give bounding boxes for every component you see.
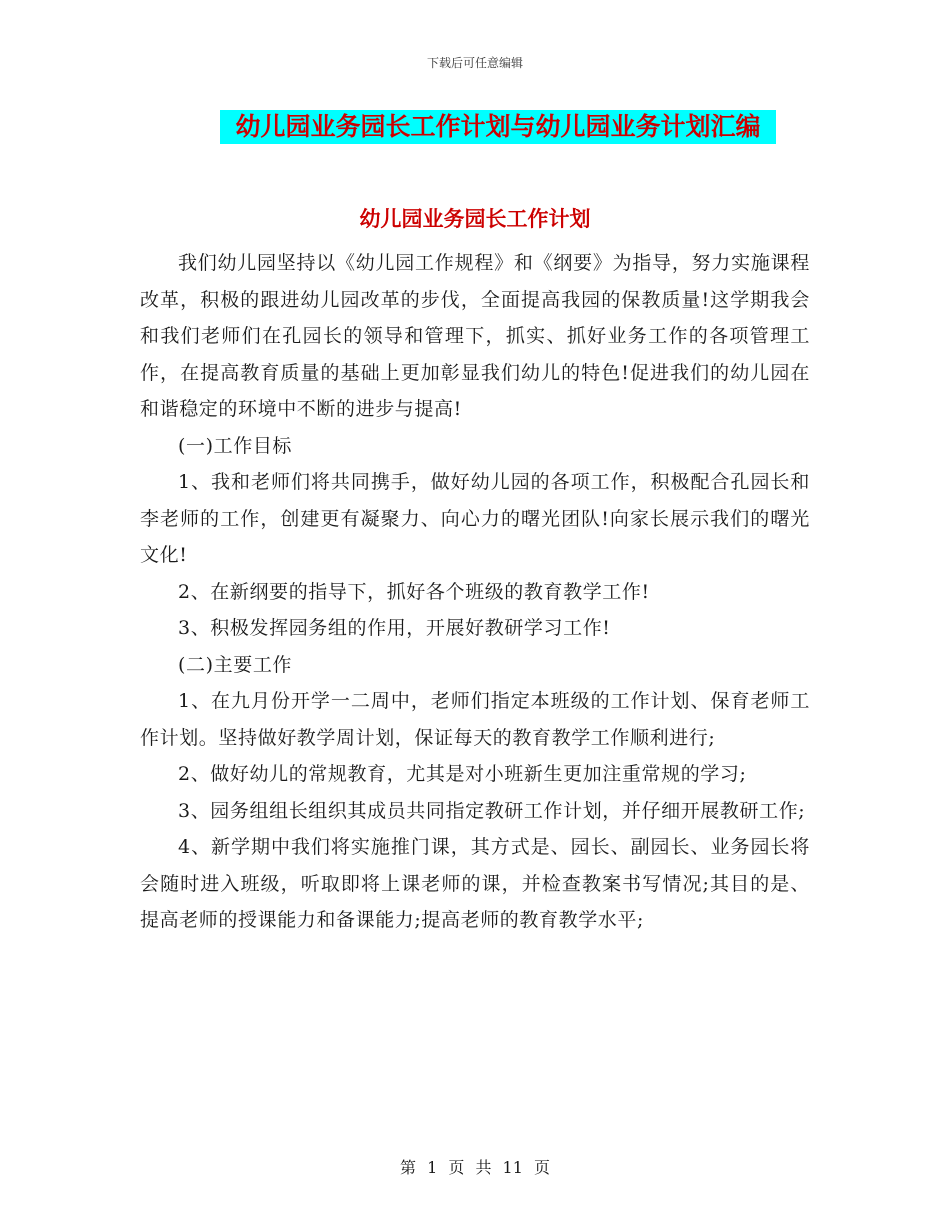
header-note: 下载后可任意编辑 — [426, 56, 523, 70]
paragraph-intro: 我们幼儿园坚持以《幼儿园工作规程》和《纲要》为指导，努力实施课程改革，积极的跟进幼儿园改革的步伐，全面提高我园的保教质量!这学期我会和我们老师们在孔园长的领导和管理下，抓实、抓好业务工作的各项管理工作，在提高教育质量的基础上更加彰显我们幼儿的特色!促进我们的幼儿园在和谐稳定的环境中不断的进步与提高! — [140, 252, 810, 420]
paragraph-goal-2: 2、在新纲要的指导下，抓好各个班级的教育教学工作! — [178, 580, 650, 603]
heading-main-work: (二)主要工作 — [178, 653, 293, 676]
heading-work-goals: (一)工作目标 — [178, 434, 293, 457]
paragraph-work-2: 2、做好幼儿的常规教育，尤其是对小班新生更加注重常规的学习; — [178, 763, 747, 785]
paragraph-work-4: 4、新学期中我们将实施推门课，其方式是、园长、副园长、业务园长将会随时进入班级，听取即将上课老师的课，并检查教案书写情况;其目的是、提高老师的授课能力和备课能力;提高老师的教育教学水平; — [140, 836, 810, 931]
page-footer: 第 1 页 共 11 页 — [400, 1158, 550, 1177]
paragraph-work-3: 3、园务组组长组织其成员共同指定教研工作计划，并仔细开展教研工作; — [178, 799, 806, 822]
main-title: 幼儿园业务园长工作计划与幼儿园业务计划汇编 — [220, 110, 776, 144]
section-title: 幼儿园业务园长工作计划 — [359, 207, 591, 231]
paragraph-goal-3: 3、积极发挥园务组的作用，开展好教研学习工作! — [178, 617, 611, 639]
paragraph-work-1: 1、在九月份开学一二周中，老师们指定本班级的工作计划、保育老师工作计划。坚持做好教学周计划，保证每天的教育教学工作顺利进行; — [140, 690, 810, 749]
body-text — [140, 245, 810, 939]
paragraph-goal-1: 1、我和老师们将共同携手，做好幼儿园的各项工作，积极配合孔园长和李老师的工作，创建更有凝聚力、向心力的曙光团队!向家长展示我们的曙光文化! — [140, 471, 810, 566]
